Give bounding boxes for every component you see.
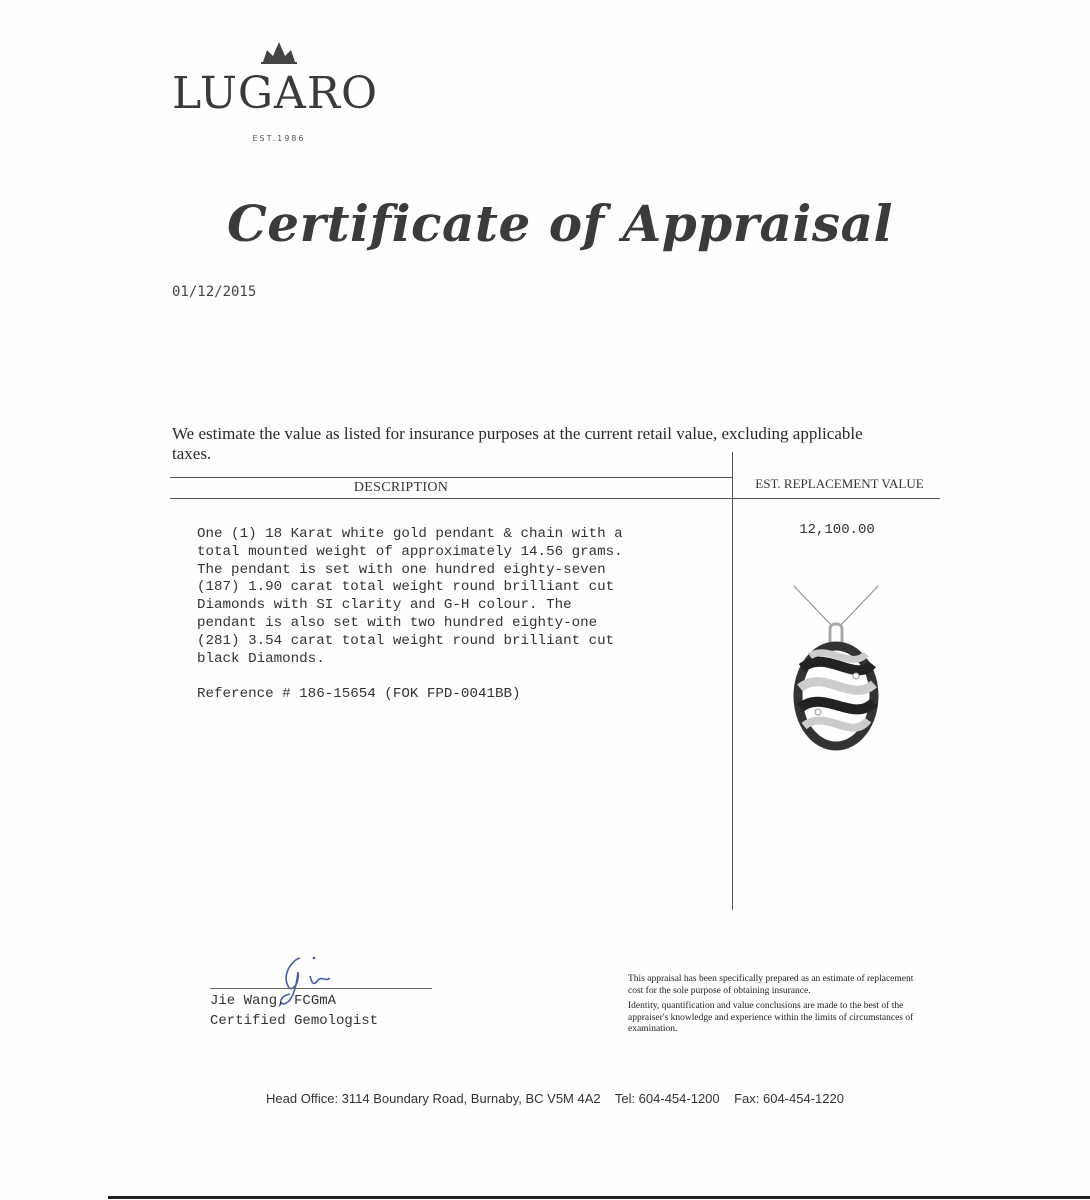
appraisal-date: 01/12/2015: [172, 284, 257, 300]
signatory: [210, 991, 378, 1031]
value-header: EST. REPLACEMENT VALUE: [755, 476, 924, 491]
item-description: One (1) 18 Karat white gold pendant & chain with a total mounted weight of approximately 14.56 grams. The pendant is set with one hundred eighty-seven (187) 1.90 carat total weight round brilliant cut Diamonds with SI clarity and G-H colour. The pendant is also set with two hundred eighty-one (281) 3.54 carat total weight round brilliant cut black Diamonds.: [197, 526, 623, 667]
table-column-divider: [732, 452, 733, 910]
established-label: EST.1986: [252, 134, 306, 143]
footer-contact: Head Office: 3114 Boundary Road, Burnaby, BC V5M 4A2 Tel: 604-454-1200 Fax: 604-454-1220: [266, 1091, 844, 1106]
description-header: DESCRIPTION: [353, 480, 449, 495]
table-top-rule: [170, 477, 732, 478]
disclaimer-purpose: This appraisal has been specifically prepared as an estimate of replacement cost for the sole purpose of obtaining insurance.: [628, 974, 914, 996]
pendant-image: [776, 584, 896, 754]
table-header-rule: [170, 498, 940, 499]
disclaimer: [628, 974, 928, 1036]
intro-statement: We estimate the value as listed for insurance purposes at the current retail value, excluding applicable taxes.: [172, 424, 863, 463]
scan-bottom-edge: [108, 1196, 1090, 1199]
disclaimer-limits: Identity, quantification and value conclusions are made to the best of the appraiser's knowledge and experience within the limits of circumstances of examination.: [628, 1001, 914, 1034]
replacement-value: 12,100.00: [799, 522, 875, 538]
page-title: Certificate of Appraisal: [227, 194, 893, 253]
signatory-title: Certified Gemologist: [210, 1013, 379, 1029]
crown-icon: [259, 40, 299, 66]
signature-line: [210, 988, 432, 989]
brand-logo: LUGARO: [172, 68, 379, 119]
reference-number: Reference # 186-15654 (FOK FPD-0041BB): [197, 686, 521, 702]
signatory-name: Jie Wang, FCGmA: [210, 993, 337, 1009]
